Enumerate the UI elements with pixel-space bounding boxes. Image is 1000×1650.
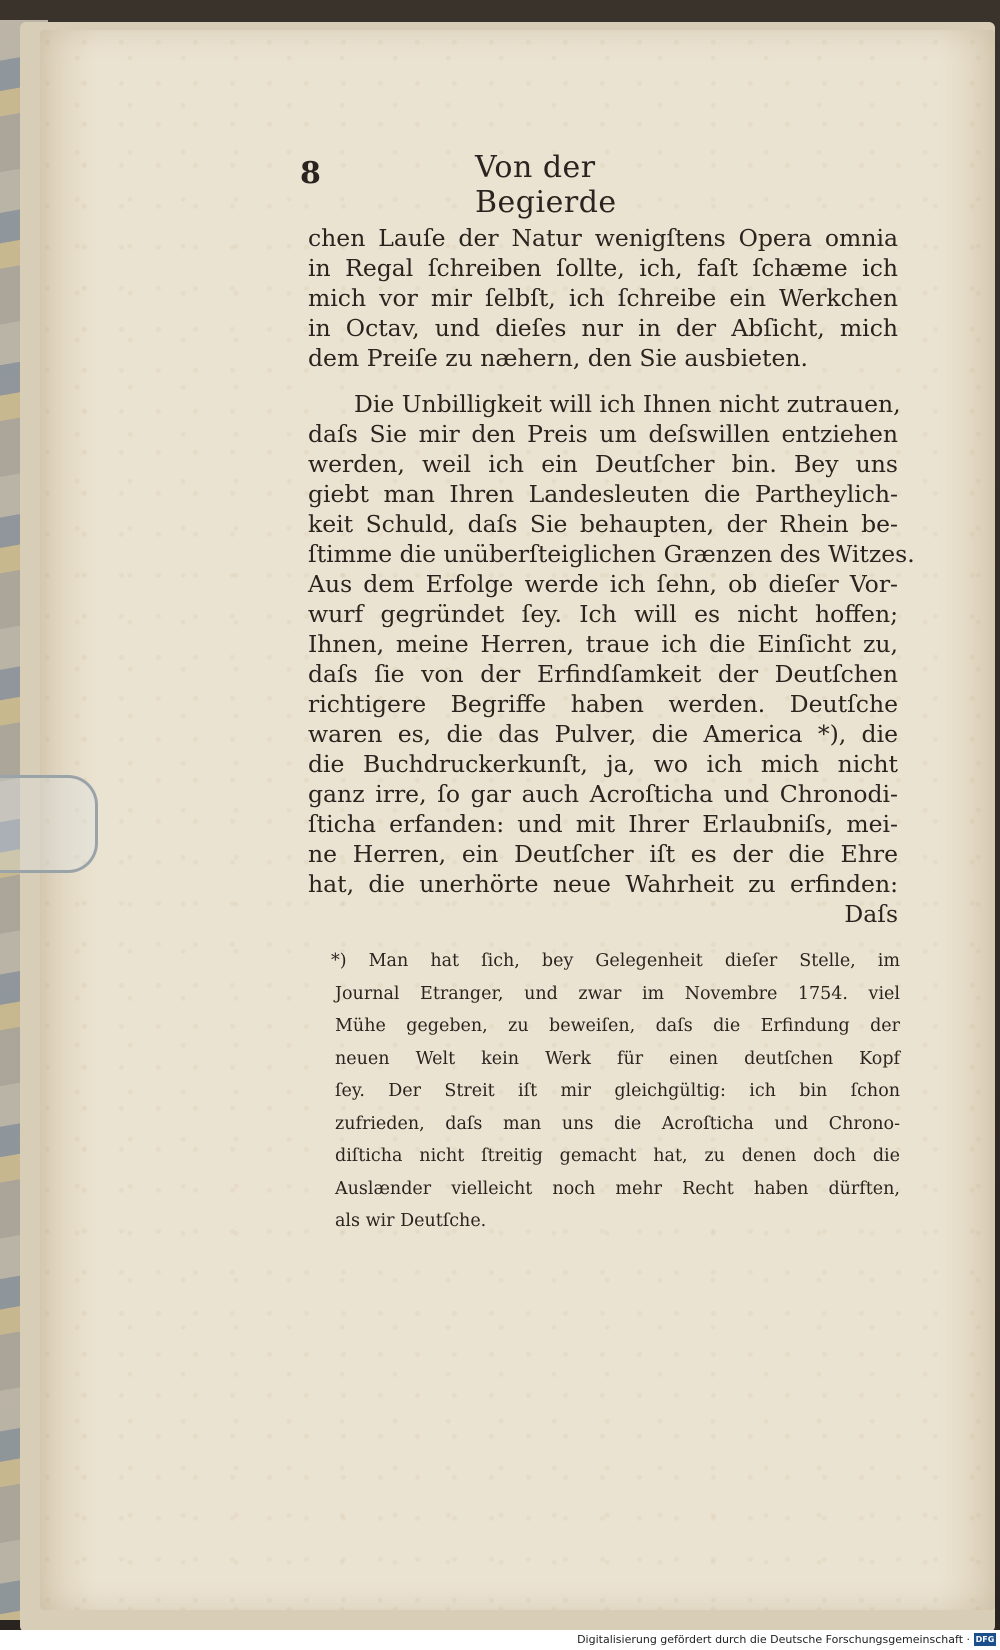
- text-line: werden, weil ich ein Deutſcher bin. Bey uns: [308, 450, 898, 478]
- running-head-title: Von der Begierde: [475, 150, 617, 220]
- text-line: ne Herren, ein Deutſcher iſt es der die Ehre: [308, 840, 898, 868]
- text-line: keit Schuld, daſs Sie behaupten, der Rhein be-: [308, 510, 898, 538]
- text-line: chen Lauſe der Natur wenigſtens Opera omnia: [308, 224, 898, 252]
- footnote-line: neuen Welt kein Werk für einen deutſchen Kopf: [335, 1048, 900, 1069]
- footnote-line: Mühe gegeben, zu beweiſen, daſs die Erfindung der: [335, 1016, 900, 1036]
- page-clip: [0, 775, 98, 873]
- text-line: giebt man Ihren Landesleuten die Partheylich-: [308, 480, 898, 508]
- dfg-credit: Digitalisierung gefördert durch die Deutsche Forschungsgemeinschaft ·: [577, 1633, 970, 1646]
- text-line: Ihnen, meine Herren, traue ich die Einſicht zu,: [308, 630, 898, 658]
- footnote: [331, 945, 900, 1238]
- text-line: ganz irre, ſo gar auch Acroſticha und Chronodi-: [308, 780, 898, 808]
- text-line: hat, die unerhörte neue Wahrheit zu erfinden:: [308, 870, 898, 898]
- footnote-line: Auslænder vielleicht noch mehr Recht haben dürften,: [335, 1178, 900, 1199]
- footnote-line: Journal Etranger, und zwar im Novembre 1754. viel: [335, 983, 900, 1004]
- catchword: Daſs: [844, 900, 898, 928]
- footnote-line: diſticha nicht ſtreitig gemacht hat, zu denen doch die: [335, 1146, 900, 1166]
- text-line: daſs ſie von der Erfindſamkeit der Deutſchen: [308, 660, 898, 688]
- running-head: [300, 150, 720, 220]
- body-text: [308, 223, 915, 929]
- text-line: richtigere Begriffe haben werden. Deutſche: [308, 690, 898, 718]
- text-line: Aus dem Erfolge werde ich ſehn, ob dieſer Vor-: [308, 570, 898, 598]
- footer-bar: [0, 1630, 1000, 1650]
- text-line: ſtimme die unüberſteiglichen Grænzen des Witzes.: [308, 540, 915, 568]
- dfg-logo-icon: DFG: [975, 1635, 995, 1644]
- text-line: waren es, die das Pulver, die America *), die: [308, 720, 898, 748]
- text-line: mich vor mir ſelbſt, ich ſchreibe ein Werkchen: [308, 284, 898, 312]
- text-line: Die Unbilligkeit will ich Ihnen nicht zutrauen,: [354, 390, 901, 418]
- page-number: 8: [300, 156, 321, 191]
- footnote-line: *) Man hat ſich, bey Gelegenheit dieſer Stelle, im: [331, 951, 900, 971]
- text-line: ſticha erfanden: und mit Ihrer Erlaubniſs, mei-: [308, 810, 898, 838]
- text-line: daſs Sie mir den Preis um deſswillen entziehen: [308, 420, 898, 448]
- footnote-line: ſey. Der Streit iſt mir gleichgültig: ich bin ſchon: [335, 1081, 900, 1101]
- footnote-line: zufrieden, daſs man uns die Acroſticha und Chrono-: [335, 1113, 900, 1134]
- text-line: in Octav, und dieſes nur in der Abſicht, mich: [308, 314, 898, 342]
- text-line: dem Preiſe zu næhern, den Sie ausbieten.: [308, 344, 808, 372]
- footnote-line: als wir Deutſche.: [335, 1211, 487, 1231]
- text-line: die Buchdruckerkunſt, ja, wo ich mich nicht: [308, 750, 898, 778]
- text-line: in Regal ſchreiben ſollte, ich, faſt ſchæme ich: [308, 254, 898, 282]
- text-line: wurf gegründet ſey. Ich will es nicht hoffen;: [308, 600, 898, 628]
